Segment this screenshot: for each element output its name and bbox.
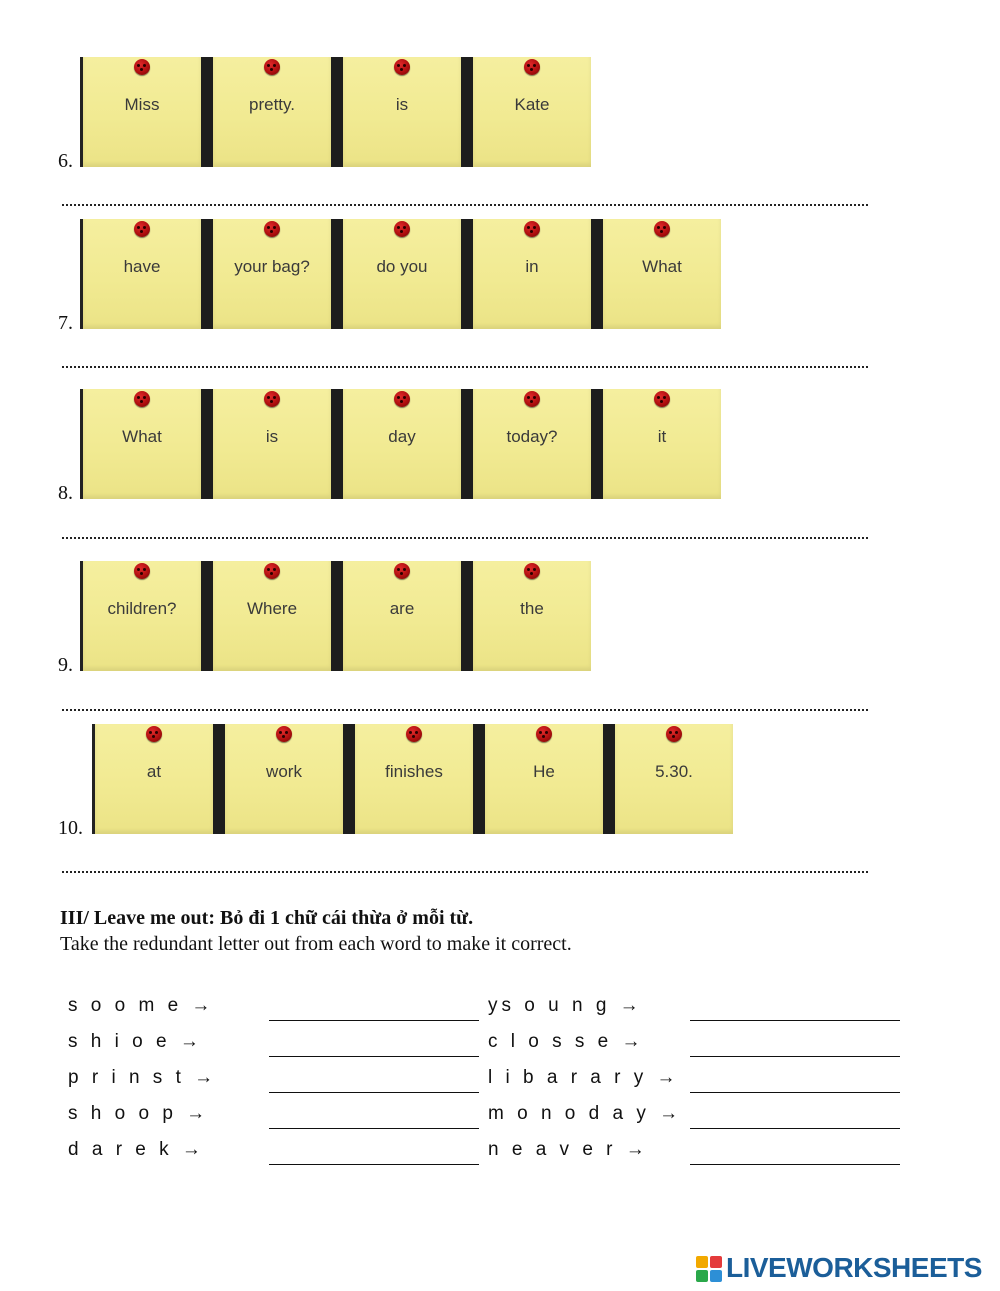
pin-icon — [654, 221, 670, 237]
brand-logo — [696, 1254, 994, 1286]
pin-icon — [134, 563, 150, 579]
word-notes — [80, 389, 716, 499]
note-divider — [461, 561, 473, 671]
word-note[interactable] — [343, 57, 461, 167]
pin-icon — [666, 726, 682, 742]
pin-icon — [134, 391, 150, 407]
word-label: children? — [107, 599, 177, 618]
brand-name: LIVEWORKSHEETS — [726, 1252, 982, 1283]
pin-icon — [524, 59, 540, 75]
pin-icon — [524, 563, 540, 579]
item-number: 8. — [58, 482, 73, 504]
word-note[interactable] — [473, 219, 591, 329]
word-label: day — [388, 427, 416, 446]
word-label: finishes — [385, 762, 443, 781]
word-note[interactable] — [83, 389, 201, 499]
pin-icon — [264, 391, 280, 407]
answer-field[interactable] — [690, 1056, 900, 1057]
answer-line[interactable] — [62, 204, 868, 206]
answer-field[interactable] — [690, 1092, 900, 1093]
answer-field[interactable] — [269, 1164, 479, 1165]
item-number: 6. — [58, 150, 73, 172]
word-note[interactable] — [355, 724, 473, 834]
word-note[interactable] — [343, 389, 461, 499]
word-note[interactable] — [343, 219, 461, 329]
note-divider — [201, 561, 213, 671]
exercise-word: n e a v e r → — [488, 1139, 649, 1160]
word-note[interactable] — [485, 724, 603, 834]
pin-icon — [134, 59, 150, 75]
pin-icon — [394, 391, 410, 407]
word-notes — [80, 219, 718, 329]
note-divider — [201, 57, 213, 167]
exercise-word: d a r e k → — [68, 1139, 205, 1160]
sentence-row-7 — [0, 219, 1000, 334]
word-notes — [80, 57, 585, 167]
word-note[interactable] — [473, 389, 591, 499]
answer-line[interactable] — [62, 709, 868, 711]
note-divider — [591, 389, 603, 499]
word-label: today? — [506, 427, 558, 446]
pin-icon — [536, 726, 552, 742]
answer-field[interactable] — [269, 1092, 479, 1093]
note-divider — [213, 724, 225, 834]
section-title: III/ Leave me out: Bỏ đi 1 chữ cái thừa ở mỗi từ. — [60, 907, 474, 929]
pin-icon — [264, 59, 280, 75]
sentence-row-10 — [0, 724, 1000, 839]
word-note[interactable] — [343, 561, 461, 671]
answer-field[interactable] — [269, 1128, 479, 1129]
word-label: work — [266, 762, 302, 781]
exercise-word: p r i n s t → — [68, 1067, 218, 1088]
exercise-word: m o n o d a y → — [488, 1103, 683, 1124]
word-label: Where — [246, 599, 298, 618]
pin-icon — [394, 221, 410, 237]
sentence-row-6 — [0, 57, 1000, 172]
answer-field[interactable] — [690, 1020, 900, 1021]
word-label: is — [265, 427, 279, 446]
note-divider — [331, 219, 343, 329]
word-note[interactable] — [213, 57, 331, 167]
item-number: 7. — [58, 312, 73, 334]
word-label: pretty. — [249, 95, 295, 114]
word-label: Kate — [514, 95, 550, 114]
pin-icon — [394, 59, 410, 75]
pin-icon — [654, 391, 670, 407]
answer-field[interactable] — [690, 1128, 900, 1129]
note-divider — [591, 219, 603, 329]
word-note[interactable] — [225, 724, 343, 834]
answer-line[interactable] — [62, 537, 868, 539]
pin-icon — [524, 221, 540, 237]
sentence-row-8 — [0, 389, 1000, 504]
answer-line[interactable] — [62, 871, 868, 873]
word-label: at — [146, 762, 162, 781]
note-divider — [473, 724, 485, 834]
pin-icon — [524, 391, 540, 407]
logo-icon — [696, 1256, 722, 1282]
word-label: do you — [376, 257, 428, 276]
word-note[interactable] — [615, 724, 733, 834]
item-number: 9. — [58, 654, 73, 676]
answer-field[interactable] — [269, 1056, 479, 1057]
exercise-word: ys o u n g → — [488, 995, 643, 1016]
word-label: He — [533, 762, 555, 781]
note-divider — [461, 389, 473, 499]
pin-icon — [406, 726, 422, 742]
word-label: in — [525, 257, 539, 276]
word-notes — [80, 561, 587, 671]
word-label: What — [642, 257, 682, 276]
sentence-row-9 — [0, 561, 1000, 676]
word-note[interactable] — [603, 219, 721, 329]
note-divider — [331, 389, 343, 499]
exercise-word: s o o m e → — [68, 995, 215, 1016]
pin-icon — [146, 726, 162, 742]
note-divider — [461, 57, 473, 167]
exercise-word: s h o o p → — [68, 1103, 210, 1124]
note-divider — [201, 389, 213, 499]
pin-icon — [134, 221, 150, 237]
pin-icon — [264, 221, 280, 237]
word-note[interactable] — [213, 561, 331, 671]
word-note[interactable] — [603, 389, 721, 499]
note-divider — [331, 561, 343, 671]
note-divider — [461, 219, 473, 329]
note-divider — [201, 219, 213, 329]
note-divider — [603, 724, 615, 834]
word-label: have — [123, 257, 161, 276]
word-note[interactable] — [213, 219, 331, 329]
word-note[interactable] — [83, 561, 201, 671]
exercise-word: s h i o e → — [68, 1031, 203, 1052]
word-label: the — [520, 599, 544, 618]
item-number: 10. — [58, 817, 83, 839]
word-note[interactable] — [83, 219, 201, 329]
word-note[interactable] — [83, 57, 201, 167]
word-label: your bag? — [234, 257, 310, 276]
word-label: 5.30. — [655, 762, 693, 781]
answer-field[interactable] — [269, 1020, 479, 1021]
word-label: What — [122, 427, 162, 446]
pin-icon — [264, 563, 280, 579]
answer-field[interactable] — [690, 1164, 900, 1165]
answer-line[interactable] — [62, 366, 868, 368]
pin-icon — [276, 726, 292, 742]
word-label: Miss — [124, 95, 160, 114]
note-divider — [331, 57, 343, 167]
exercise-word: l i b a r a r y → — [488, 1067, 680, 1088]
word-note[interactable] — [95, 724, 213, 834]
word-note[interactable] — [213, 389, 331, 499]
word-note[interactable] — [473, 57, 591, 167]
section-instruction: Take the redundant letter out from each word to make it correct. — [60, 933, 572, 955]
pin-icon — [394, 563, 410, 579]
exercise-word: c l o s s e → — [488, 1031, 645, 1052]
word-notes — [92, 724, 725, 834]
word-label: is — [395, 95, 409, 114]
word-note[interactable] — [473, 561, 591, 671]
word-label: it — [657, 427, 667, 446]
word-label: are — [389, 599, 415, 618]
note-divider — [343, 724, 355, 834]
